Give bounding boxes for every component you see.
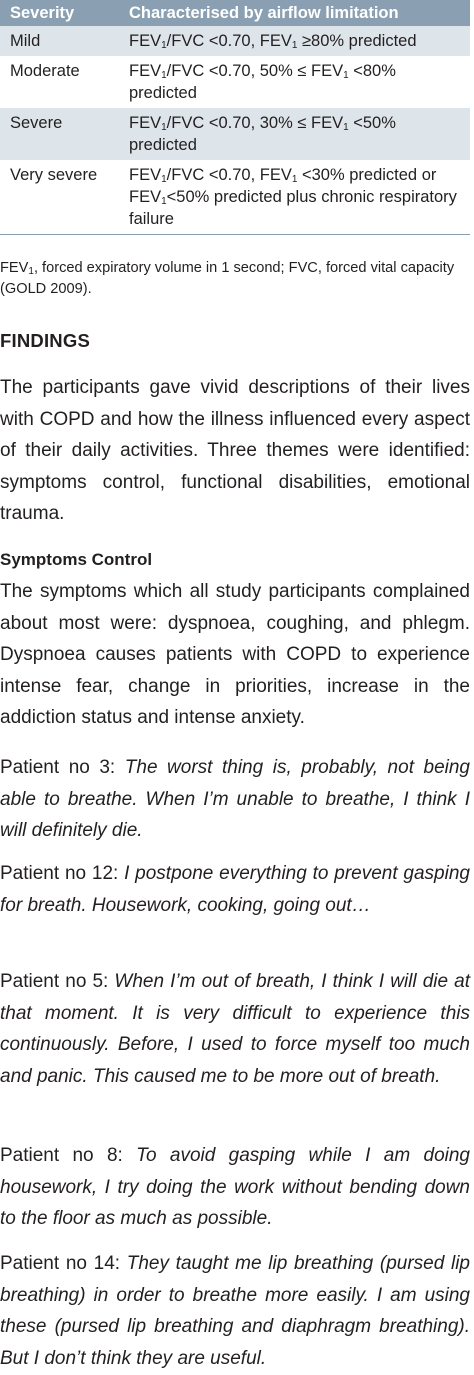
quote-text: I postpone everything to prevent gasping for breath. Housework, cooking, going out… — [0, 863, 470, 916]
table-row — [0, 56, 470, 108]
section-heading: FINDINGS — [0, 330, 90, 351]
severity-column-header: Severity — [0, 0, 129, 26]
criteria-cell: $FEV_1$/FVC <0.70, $FEV_1 <30\%$ predicted or $FEV_1<50\%$ predicted plus chronic respiratory failure — [129, 160, 470, 235]
table-row — [0, 160, 470, 235]
quote-text: They taught me lip breathing (pursed lip breathing) in order to breathe more easily. I am using these (pursed lip breathing and diaphragm breathing). But I don’t think they are useful. — [0, 1253, 470, 1369]
patient-quote — [0, 966, 470, 1092]
quote-speaker: Patient no 8: — [0, 1145, 137, 1166]
criteria-cell: $FEV_1$/FVC <0.70, $30\% \le FEV_1 <50\%$ predicted — [129, 108, 470, 160]
severity-cell: Severe — [0, 108, 129, 160]
table-header-row — [0, 0, 470, 26]
quote-text: The worst thing is, probably, not being able to breathe. When I’m unable to breathe, I think I will definitely die. — [0, 757, 470, 841]
intro-paragraph: The participants gave vivid descriptions of their lives with COPD and how the illness influenced every aspect of their daily activities. Three themes were identified: symptoms control, functional disabilities, emotional trauma. — [0, 377, 470, 524]
severity-cell: Moderate — [0, 56, 129, 108]
characterised-column-header: Characterised by airflow limitation — [129, 0, 470, 26]
quote-speaker: Patient no 12: — [0, 863, 125, 884]
subsection-heading: Symptoms Control — [0, 550, 153, 569]
quote-speaker: Patient no 3: — [0, 757, 125, 778]
copd-severity-table — [0, 0, 470, 235]
patient-quote — [0, 1140, 470, 1235]
criteria-cell: $FEV_1$/FVC <0.70, $FEV_1 \ge 80\%$ predicted — [129, 26, 470, 56]
symptoms-paragraph: The symptoms which all study participants complained about most were: dyspnoea, coughing, and phlegm. Dyspnoea causes patients with COPD to experience intense fear, change in priorities, increase in the addiction status and intense anxiety. — [0, 581, 470, 728]
criteria-cell: $FEV_1$/FVC <0.70, $50\% \le FEV_1 <80\%$ predicted — [129, 56, 470, 108]
patient-quote — [0, 858, 470, 921]
table-footnote: $FEV_1$, forced expiratory volume in 1 second; FVC, forced vital capacity (GOLD 2009). — [0, 260, 455, 297]
quote-text: To avoid gasping while I am doing housework, I try doing the work without bending down to the floor as much as possible. — [0, 1145, 471, 1229]
table-row — [0, 108, 470, 160]
quote-speaker: Patient no 14: — [0, 1253, 127, 1274]
quote-text: When I’m out of breath, I think I will die at that moment. It is very difficult to experience this continuously. Before, I used to force myself too much and panic. This caused me to be more out of breath. — [0, 971, 471, 1087]
severity-cell: Very severe — [0, 160, 129, 235]
patient-quote — [0, 1248, 470, 1374]
patient-quote — [0, 752, 470, 847]
table-row — [0, 26, 470, 56]
severity-cell: Mild — [0, 26, 129, 56]
quote-speaker: Patient no 5: — [0, 971, 115, 992]
